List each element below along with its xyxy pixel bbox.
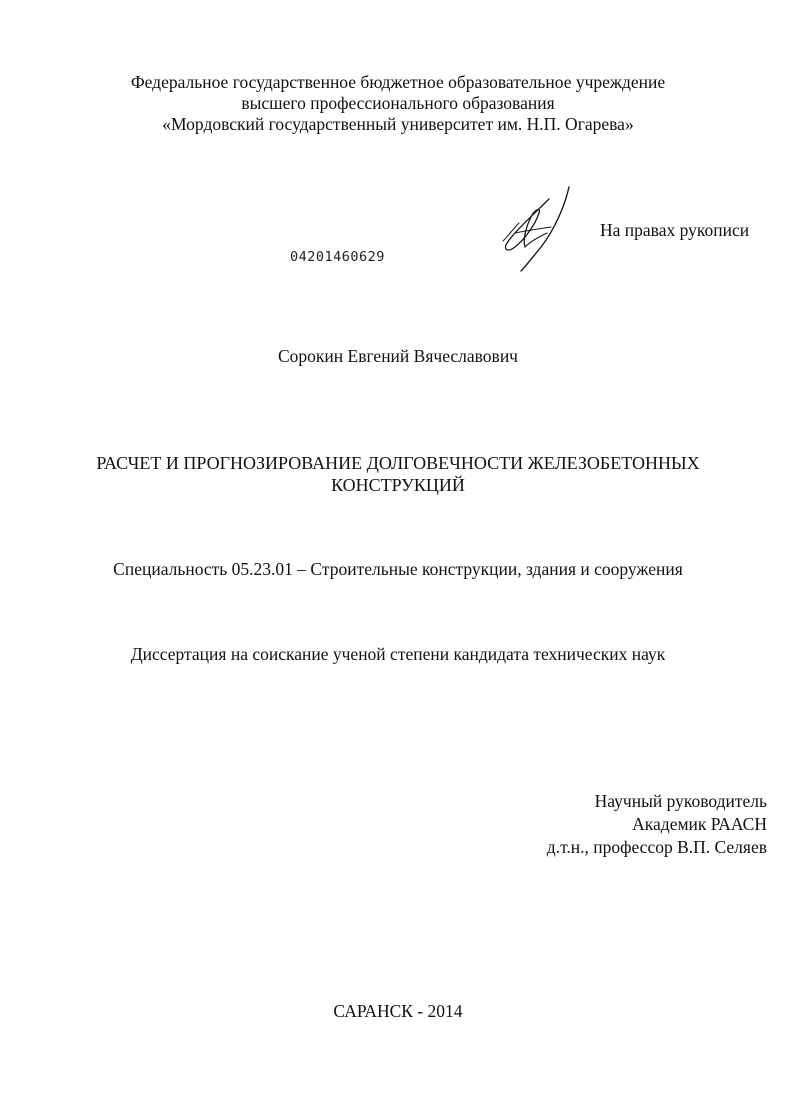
title-line-2: КОНСТРУКЦИЙ — [331, 475, 465, 495]
institution-line-2: высшего профессионального образования — [241, 93, 555, 113]
institution-header — [0, 72, 796, 135]
dissertation-degree-line: Диссертация на соискание ученой степени кандидата технических наук — [130, 644, 666, 664]
supervisor-name: д.т.н., профессор В.П. Селяев — [546, 837, 767, 857]
institution-line-3: «Мордовский государственный университет им. Н.П. Огарева» — [162, 114, 634, 134]
registration-code: 04201460629 — [290, 249, 385, 265]
institution-line-1: Федеральное государственное бюджетное образовательное учреждение — [130, 72, 666, 92]
supervisor-rank: Академик РААСН — [632, 814, 767, 834]
supervisor-block — [547, 790, 767, 859]
supervisor-role: Научный руководитель — [594, 791, 767, 811]
author-name: Сорокин Евгений Вячеславович — [278, 346, 518, 366]
title-line-1: РАСЧЕТ И ПРОГНОЗИРОВАНИЕ ДОЛГОВЕЧНОСТИ ЖЕЛЕЗОБЕТОННЫХ — [96, 453, 700, 473]
signature-icon — [495, 183, 580, 278]
dissertation-title — [0, 452, 796, 496]
city-year: САРАНСК - 2014 — [333, 1001, 463, 1021]
specialty-line: Специальность 05.23.01 – Строительные конструкции, здания и сооружения — [113, 559, 683, 579]
rights-note: На правах рукописи — [600, 220, 750, 240]
